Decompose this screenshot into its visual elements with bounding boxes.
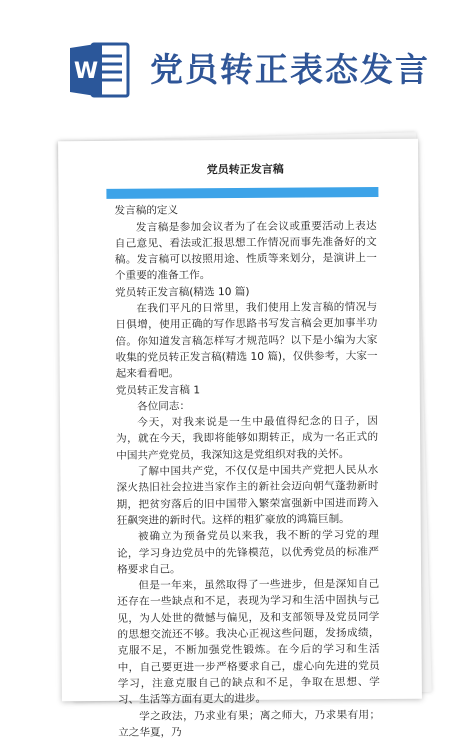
paragraph-definition: 发言稿是参加会议者为了在会议或重要活动上表达自己意见、看法或汇报思想工作情况而事先准备好的文稿。发言稿可以按照用途、性质等来划分，是演讲上一个重要的准备工作。	[114, 219, 377, 283]
blue-highlight-bar	[106, 187, 378, 199]
speech-paragraph-1: 今天，对我来说是一生中最值得纪念的日子，因为，就在今天，我即将能够如期转正，成为一名正式的中国共产党党员，我深知这是党组织对我的关怀。	[116, 415, 379, 462]
paragraph-intro: 在我们平凡的日常里，我们使用上发言稿的情况与日俱增，使用正确的写作思路书写发言稿会更加事半功倍。你知道发言稿怎样写才规范吗？以下是小编为大家收集的党员转正发言稿(精选 10 篇)，仅供参考，大家一起来看看吧。	[115, 301, 378, 381]
section-heading-collection: 党员转正发言稿(精选 10 篇)	[115, 285, 250, 299]
speech-paragraph-2: 了解中国共产党，不仅仅是中国共产党把人民从水深火热旧社会拉进当家作主的新社会迈向朝气蓬勃新时期，把贫穷落后的旧中国带入繁荣富强新中国进而跨入狂飙突进的新时代。这样的粗犷豪放的鸿篇巨制。	[116, 464, 379, 527]
section-heading-speech-1: 党员转正发言稿 1	[115, 383, 201, 397]
document-title: 党员转正发言稿	[206, 162, 284, 177]
speech-greeting: 各位同志：	[137, 400, 191, 413]
word-logo-letter: W	[73, 59, 99, 84]
section-heading-definition: 发言稿的定义	[114, 204, 179, 218]
word-document-icon	[68, 40, 130, 100]
document-body	[114, 161, 380, 741]
speech-paragraph-3: 被确立为预备党员以来我，我不断的学习党的理论，学习身边党员中的先锋模范，以优秀党员的标准严格要求自己。	[116, 529, 379, 576]
speech-paragraph-5: 学之政法，乃求业有果；离之师大，乃求果有用；立之华夏，乃	[118, 708, 381, 739]
banner-title: 党员转正表态发言	[150, 50, 430, 89]
speech-paragraph-4: 但是一年来，虽然取得了一些进步，但是深知自己还存在一些缺点和不足，表现为学习和生活中固执与己见，为人处世的微憾与偏见，及和支部领导及党员同学的思想交流还不够。我决心正视这些问题，发扬成绩，克服不足，不断加强党性锻炼。在今后的学习和生活中，自己要更进一步严格要求自己，虚心向先进的党员学习，注意克服自己的缺点和不足，争取在思想、学习、生活等方面有更大的进步。	[117, 578, 380, 707]
header-banner	[0, 0, 474, 130]
document-preview	[58, 139, 422, 739]
